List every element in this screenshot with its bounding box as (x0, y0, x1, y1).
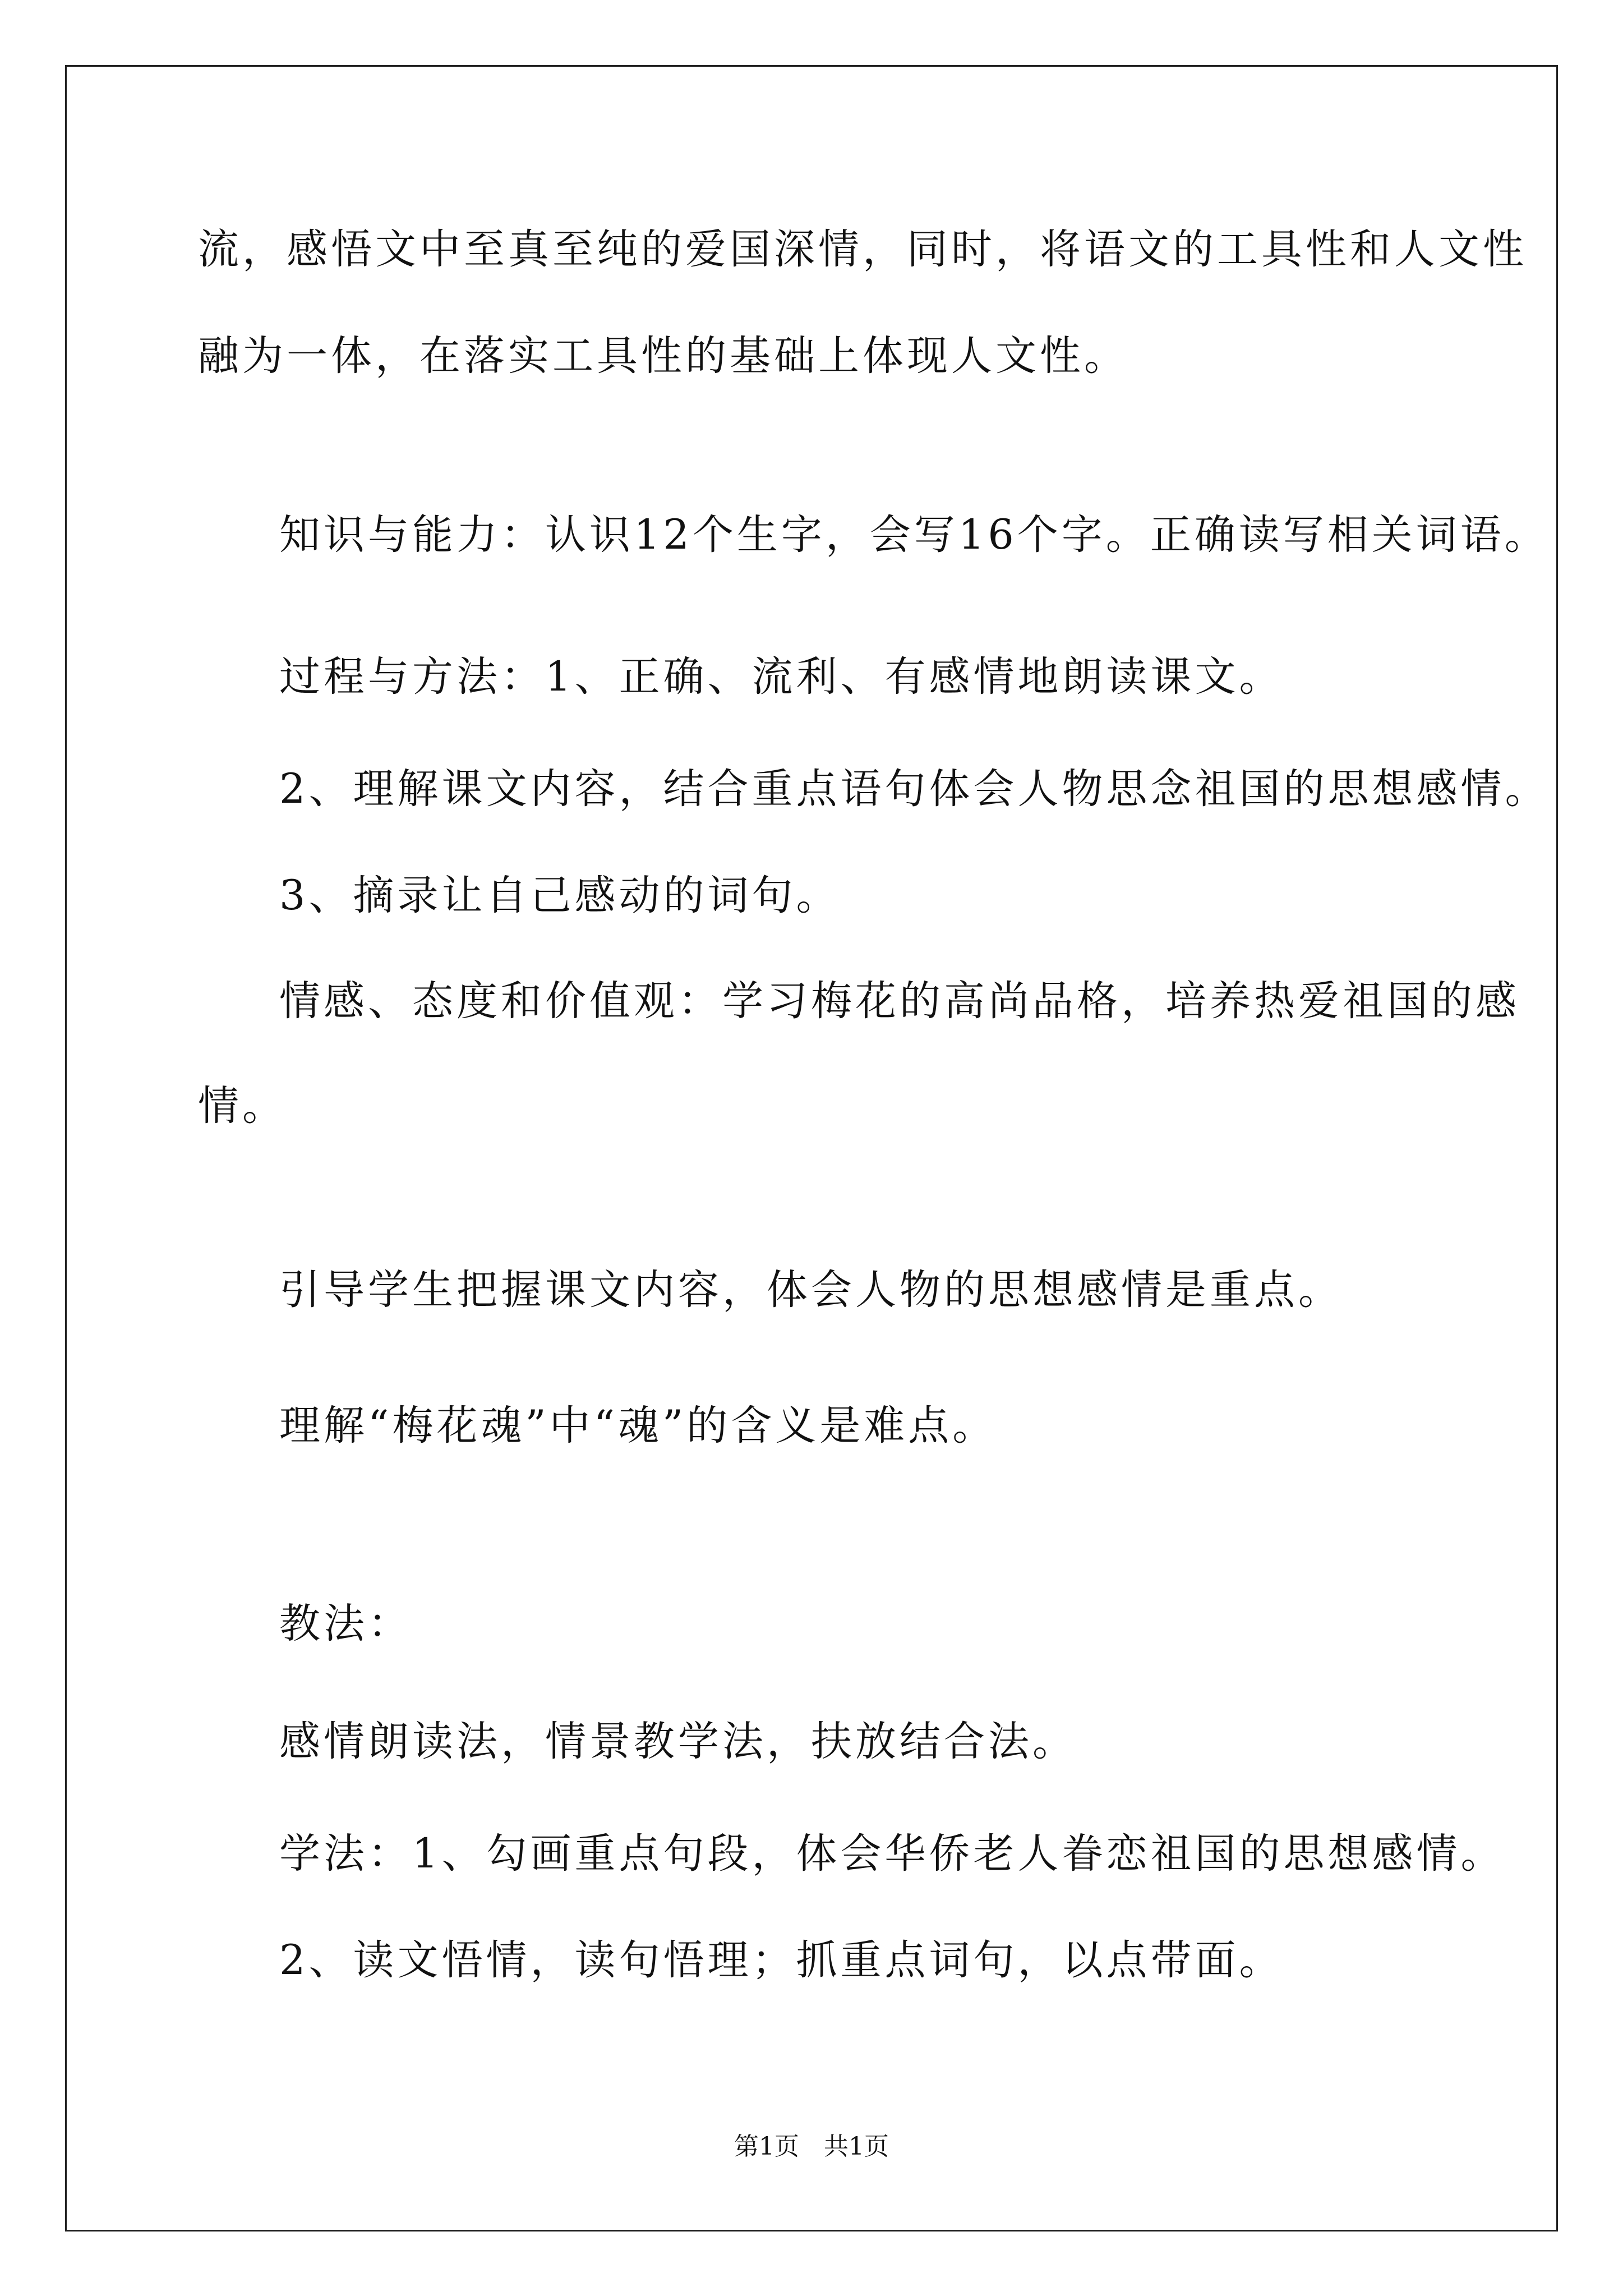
page-footer (0, 2134, 1623, 2159)
key-point-line: 引导学生把握课文内容，体会人物的思想感情是重点。 (279, 1266, 1343, 1314)
process-method-item-3: 3、摘录让自己感动的词句。 (279, 872, 841, 919)
teaching-method-line: 感情朗读法，情景教学法，扶放结合法。 (279, 1718, 1077, 1765)
page-total: 共1页 (824, 2132, 889, 2161)
page-number: 第1页 (734, 2132, 799, 2161)
learning-method-item-2: 2、读文悟情，读句悟理；抓重点词句，以点带面。 (279, 1936, 1284, 1984)
difficult-point-line: 理解“梅花魂”中“魂”的含义是难点。 (279, 1402, 997, 1450)
process-method-line: 过程与方法：1、正确、流利、有感情地朗读课文。 (279, 653, 1284, 701)
teaching-method-heading: 教法： (279, 1600, 412, 1648)
emotion-values-line-cont: 情。 (198, 1082, 287, 1130)
emotion-values-line: 情感、态度和价值观：学习梅花的高尚品格，培养热爱祖国的感 (279, 977, 1520, 1025)
knowledge-ability-line: 知识与能力：认识12个生字，会写16个字。正确读写相关词语。 (279, 511, 1549, 559)
paragraph-line-2: 融为一体，在落实工具性的基础上体现人文性。 (198, 332, 1128, 380)
page-border (65, 65, 1558, 2231)
paragraph-line-1: 流，感悟文中至真至纯的爱国深情，同时，将语文的工具性和人文性 (198, 226, 1527, 273)
learning-method-line: 学法：1、勾画重点句段，体会华侨老人眷恋祖国的思想感情。 (279, 1830, 1505, 1878)
process-method-item-2: 2、理解课文内容，结合重点语句体会人物思念祖国的思想感情。 (279, 765, 1550, 813)
